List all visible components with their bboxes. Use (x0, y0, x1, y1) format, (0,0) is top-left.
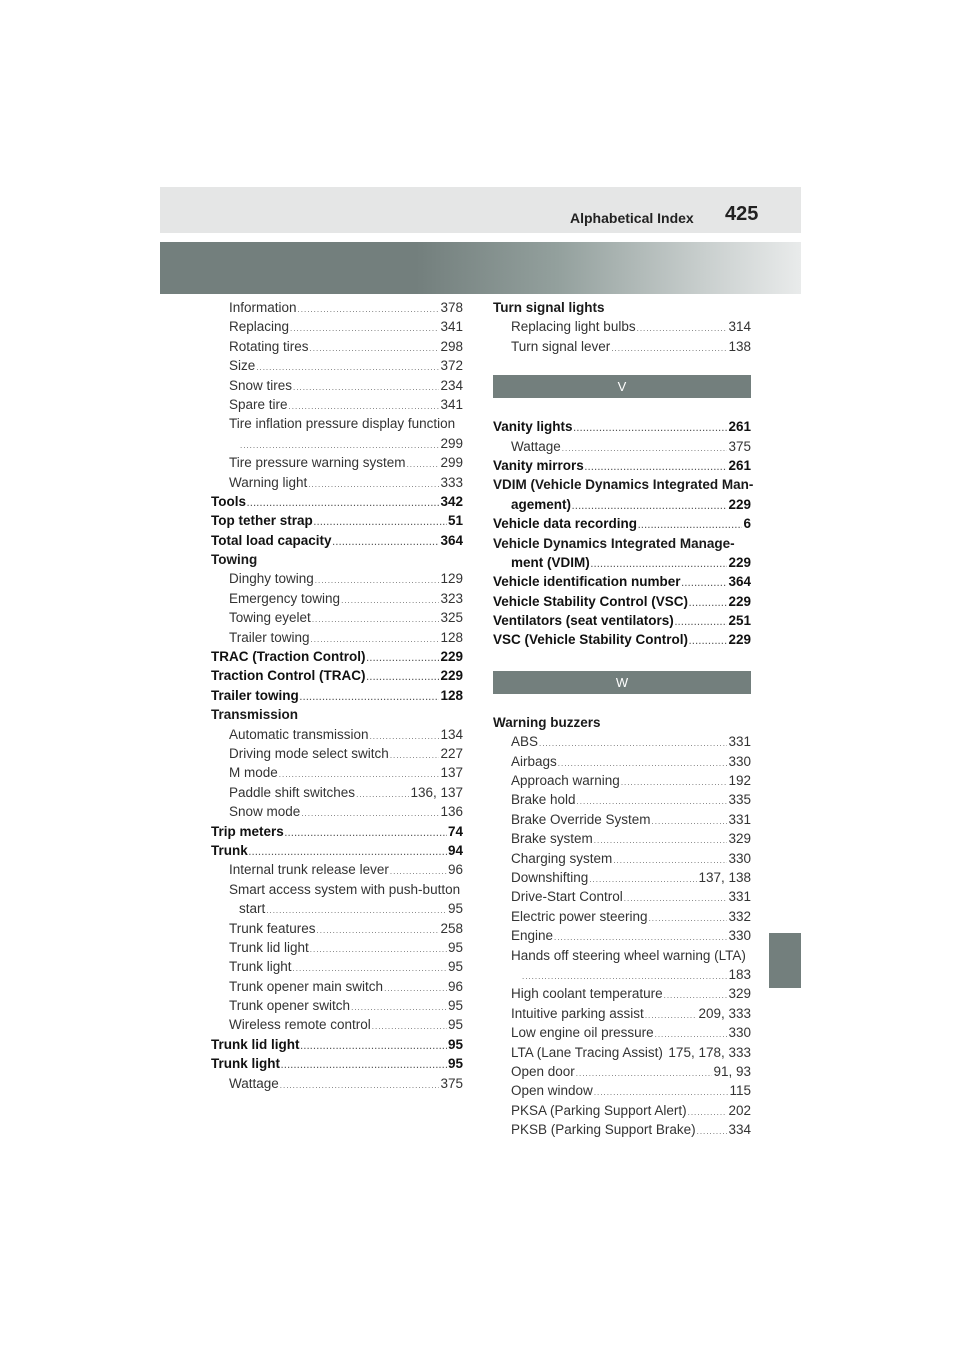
index-entry[interactable] (493, 732, 751, 751)
page-reference-link[interactable]: 325 (440, 610, 463, 626)
dot-leader (638, 516, 742, 535)
entry-label: Vanity lights (493, 419, 573, 435)
page-reference-link[interactable]: 6 (743, 516, 751, 532)
dot-leader (293, 378, 439, 397)
page-reference-link[interactable]: 229 (440, 649, 463, 665)
page-reference-link[interactable]: 95 (447, 1036, 463, 1052)
dot-leader (367, 668, 440, 687)
index-entry[interactable] (493, 887, 751, 906)
entry-label: Tools (211, 493, 246, 509)
dot-leader (367, 649, 440, 668)
page-reference-link[interactable]: 331 (728, 734, 751, 750)
page-reference-link[interactable]: 175, 178, 333 (668, 1044, 751, 1060)
page-reference-link[interactable]: 258 (440, 920, 463, 936)
index-entry[interactable] (211, 744, 463, 763)
index-entry[interactable] (493, 829, 751, 848)
index-entry[interactable] (493, 495, 751, 514)
header-gradient-band (160, 242, 801, 294)
index-entry[interactable] (211, 647, 463, 666)
index-entry[interactable] (211, 841, 463, 860)
dot-leader (372, 1017, 447, 1036)
entry-label: Dinghy towing (229, 571, 314, 587)
index-entry[interactable] (211, 957, 463, 976)
index-entry[interactable] (493, 456, 751, 475)
entry-label: Internal trunk release lever (229, 862, 389, 878)
page-reference-link[interactable]: 329 (728, 986, 751, 1002)
dot-leader (682, 574, 728, 593)
index-entry[interactable] (493, 553, 751, 572)
chapter-tab (769, 933, 801, 988)
index-entry: Smart access system with push-button (229, 881, 461, 897)
entry-label: Trunk light (211, 1056, 280, 1072)
entry-label: VSC (Vehicle Stability Control) (493, 632, 689, 648)
entry-label: Emergency towing (229, 590, 341, 606)
index-entry[interactable] (211, 628, 463, 647)
page-reference-link[interactable]: 341 (440, 319, 463, 335)
entry-label: Replacing (229, 319, 290, 335)
page-reference-link[interactable]: 372 (440, 358, 463, 374)
entry-label: Turn signal lever (511, 338, 611, 354)
index-entry[interactable] (211, 317, 463, 336)
entry-label: Vehicle identification number (493, 574, 681, 590)
page-reference-link[interactable]: 298 (440, 338, 463, 354)
dot-leader (652, 812, 728, 831)
index-entry[interactable] (493, 752, 751, 771)
dot-leader (554, 928, 727, 947)
dot-leader (539, 734, 727, 753)
index-entry[interactable] (211, 298, 463, 317)
page-reference-link[interactable]: 229 (728, 593, 751, 609)
page-reference-link[interactable]: 342 (440, 493, 463, 509)
index-entry[interactable] (211, 531, 463, 550)
entry-label: Wattage (511, 438, 561, 454)
index-section-w (493, 713, 751, 1140)
index-entry[interactable] (211, 434, 463, 453)
page-reference-link[interactable]: 91, 93 (713, 1063, 751, 1079)
entry-label: Electric power steering (511, 908, 648, 924)
entry-label: ABS (511, 734, 539, 750)
index-entry[interactable] (211, 395, 463, 414)
entry-label: Paddle shift switches (229, 784, 356, 800)
page-reference-link[interactable]: 96 (447, 978, 463, 994)
page-reference-link[interactable]: 94 (447, 842, 463, 858)
entry-label: PKSB (Parking Support Brake) (511, 1122, 696, 1138)
page-reference-link[interactable]: 261 (728, 419, 751, 435)
entry-label: Top tether strap (211, 513, 313, 529)
dot-leader (594, 831, 728, 850)
entry-label: Approach warning (511, 773, 620, 789)
index-entry[interactable] (493, 1043, 751, 1062)
entry-label: Trunk lid light (229, 939, 309, 955)
section-header-w: W (493, 671, 751, 694)
dot-leader (300, 688, 440, 707)
entry-label: Snow tires (229, 377, 293, 393)
entry-label: Wattage (229, 1075, 279, 1091)
index-entry[interactable] (493, 790, 751, 809)
dot-leader (574, 419, 728, 438)
entry-label: Warning light (229, 474, 308, 490)
page-reference-link[interactable]: 229 (728, 496, 751, 512)
entry-label: Ventilators (seat ventilators) (493, 613, 674, 629)
index-entry: VDIM (Vehicle Dynamics Integrated Man- (493, 477, 754, 493)
dot-leader (384, 979, 447, 998)
index-entry[interactable] (493, 810, 751, 829)
dot-leader (290, 319, 439, 338)
entry-label: Automatic transmission (229, 726, 369, 742)
page-reference-link[interactable]: 314 (728, 319, 751, 335)
dot-leader (298, 300, 440, 319)
index-entry[interactable] (211, 589, 463, 608)
page-reference-link[interactable]: 251 (728, 613, 751, 629)
dot-leader (301, 1037, 447, 1056)
page-reference-link[interactable]: 299 (440, 435, 463, 451)
entry-label: Trip meters (211, 823, 284, 839)
index-heading: Warning buzzers (493, 714, 601, 730)
dot-leader (697, 1122, 728, 1141)
page-reference-link[interactable]: 138 (728, 338, 751, 354)
page-reference-link[interactable]: 323 (440, 590, 463, 606)
entry-label: Traction Control (TRAC) (211, 668, 366, 684)
entry-label: Brake Override System (511, 811, 651, 827)
page-reference-link[interactable]: 229 (440, 668, 463, 684)
page-reference-link[interactable]: 128 (440, 629, 463, 645)
entry-label: M mode (229, 765, 278, 781)
index-entry[interactable] (211, 938, 463, 957)
dot-leader (317, 921, 440, 940)
dot-leader (301, 804, 439, 823)
entry-label: Replacing light bulbs (511, 319, 636, 335)
dot-leader (285, 824, 447, 843)
entry-label: Drive-Start Control (511, 889, 623, 905)
index-entry[interactable] (211, 492, 463, 511)
index-entry[interactable] (493, 849, 751, 868)
index-column-left (211, 298, 463, 1093)
index-entry[interactable] (493, 771, 751, 790)
index-entry[interactable] (493, 1004, 751, 1023)
entry-label: Open window (511, 1083, 593, 1099)
page-reference-link[interactable]: 115 (729, 1083, 751, 1099)
entry-label: Charging system (511, 850, 613, 866)
index-entry[interactable] (211, 1015, 463, 1034)
page-reference-link[interactable]: 330 (728, 753, 751, 769)
entry-label: LTA (Lane Tracing Assist) (511, 1044, 663, 1060)
page-reference-link[interactable]: 74 (447, 823, 463, 839)
page-reference-link[interactable]: 299 (440, 455, 463, 471)
index-entry[interactable] (211, 569, 463, 588)
page-reference-link[interactable]: 137 (440, 765, 463, 781)
entry-label: Driving mode select switch (229, 745, 389, 761)
dot-leader (308, 475, 439, 494)
entry-label: Rotating tires (229, 338, 309, 354)
page-reference-link[interactable]: 333 (440, 474, 463, 490)
entry-label: Towing eyelet (229, 610, 311, 626)
page-reference-link[interactable]: 229 (728, 632, 751, 648)
entry-label: ment (VDIM) (511, 554, 590, 570)
index-entry[interactable] (493, 437, 751, 456)
entry-label: Trunk light (229, 959, 292, 975)
page-reference-link[interactable]: 95 (447, 1056, 463, 1072)
page-reference-link[interactable]: 341 (440, 396, 463, 412)
dot-leader (621, 773, 728, 792)
index-entry[interactable] (211, 608, 463, 627)
index-entry: Hands off steering wheel warning (LTA) (511, 947, 746, 963)
index-entry[interactable] (211, 453, 463, 472)
page-reference-link[interactable]: 330 (728, 1025, 751, 1041)
dot-leader (611, 339, 727, 358)
index-entry[interactable] (493, 592, 751, 611)
index-entry[interactable] (211, 802, 463, 821)
page-number: 425 (725, 203, 759, 225)
dot-leader (407, 455, 440, 474)
page-reference-link[interactable]: 234 (440, 377, 463, 393)
index-entry[interactable] (211, 666, 463, 685)
index-entry[interactable] (493, 984, 751, 1003)
dot-leader (310, 339, 440, 358)
index-entry[interactable] (211, 783, 463, 802)
index-section-v (493, 417, 754, 650)
page-reference-link[interactable]: 378 (440, 300, 463, 315)
dot-leader (312, 610, 440, 629)
page-reference-link[interactable]: 261 (728, 457, 751, 473)
entry-label: Intuitive parking assist (511, 1005, 644, 1021)
entry-label: TRAC (Traction Control) (211, 649, 366, 665)
dot-leader (576, 1064, 713, 1083)
index-entry[interactable] (493, 1062, 751, 1081)
page-reference-link[interactable]: 51 (447, 513, 463, 529)
dot-leader (390, 746, 440, 765)
page-reference-link[interactable]: 334 (728, 1122, 751, 1138)
index-entry[interactable] (211, 1035, 463, 1054)
page-reference-link[interactable]: 335 (728, 792, 751, 808)
index-entry[interactable] (211, 376, 463, 395)
index-entry[interactable] (211, 725, 463, 744)
index-entry[interactable] (211, 977, 463, 996)
index-entry[interactable] (493, 1081, 751, 1100)
page-reference-link[interactable]: 329 (728, 831, 751, 847)
entry-label: Vanity mirrors (493, 457, 584, 473)
entry-label: agement) (511, 496, 572, 512)
entry-label: Trunk opener main switch (229, 978, 384, 994)
entry-label: Engine (511, 928, 554, 944)
page-reference-link[interactable]: 137, 138 (698, 869, 751, 885)
dot-leader (314, 513, 447, 532)
page-reference-link[interactable]: 209, 333 (698, 1005, 751, 1021)
entry-label: Information (229, 300, 297, 315)
index-entry[interactable] (211, 337, 463, 356)
page-reference-link[interactable]: 96 (447, 862, 463, 878)
index-entry[interactable] (211, 763, 463, 782)
index-entry[interactable] (211, 899, 463, 918)
page-reference-link[interactable]: 134 (440, 726, 463, 742)
index-entry[interactable] (493, 907, 751, 926)
entry-label: Low engine oil pressure (511, 1025, 654, 1041)
index-entry[interactable] (493, 337, 751, 356)
index-entry: Tire inflation pressure display function (229, 416, 456, 432)
dot-leader (341, 591, 439, 610)
dot-leader (649, 909, 728, 928)
entry-label: Total load capacity (211, 532, 332, 548)
entry-label: Trailer towing (211, 687, 299, 703)
index-entry: Vehicle Dynamics Integrated Manage- (493, 535, 735, 551)
entry-label: Open door (511, 1063, 575, 1079)
page-reference-link[interactable]: 192 (728, 773, 751, 789)
section-header-v: V (493, 375, 751, 398)
index-entry[interactable] (493, 514, 751, 533)
page-reference-link[interactable]: 95 (447, 939, 463, 955)
page-reference-link[interactable]: 128 (440, 687, 463, 703)
entry-label: Trunk opener switch (229, 998, 351, 1014)
page-reference-link[interactable]: 375 (728, 438, 751, 454)
entry-label: Trunk lid light (211, 1036, 300, 1052)
page-title: Alphabetical Index (570, 210, 694, 226)
index-entry[interactable] (211, 356, 463, 375)
index-entry[interactable] (493, 630, 751, 649)
index-entry[interactable] (493, 926, 751, 945)
page-reference-link[interactable]: 330 (728, 850, 751, 866)
index-entry[interactable] (211, 860, 463, 879)
page-reference-link[interactable]: 364 (440, 532, 463, 548)
entry-label: Snow mode (229, 804, 301, 820)
index-entry[interactable] (493, 868, 751, 887)
entry-label: Brake system (511, 831, 593, 847)
index-entry[interactable] (211, 686, 463, 705)
dot-leader (310, 940, 447, 959)
entry-label: Vehicle Stability Control (VSC) (493, 593, 689, 609)
index-entry[interactable] (493, 1101, 751, 1120)
dot-leader (281, 1056, 447, 1075)
page-reference-link[interactable]: 95 (447, 959, 463, 975)
entry-label: Wireless remote control (229, 1017, 371, 1033)
entry-label: Size (229, 358, 256, 374)
entry-label: Vehicle data recording (493, 516, 638, 532)
index-entry[interactable] (211, 473, 463, 492)
dot-leader (280, 1076, 440, 1095)
entry-label: Tire pressure warning system (229, 455, 406, 471)
dot-leader (356, 785, 409, 804)
page-reference-link[interactable]: 375 (440, 1075, 463, 1091)
page-reference-link[interactable]: 129 (440, 571, 463, 587)
index-group-turn-signal (493, 298, 751, 356)
index-entry[interactable] (211, 1074, 463, 1093)
index-entry[interactable] (493, 611, 751, 630)
entry-label: High coolant temperature (511, 986, 663, 1002)
dot-leader (562, 439, 728, 458)
dot-leader (637, 319, 728, 338)
index-entry[interactable] (493, 572, 751, 591)
page-reference-link[interactable]: 95 (447, 901, 463, 917)
dot-leader (333, 533, 440, 552)
entry-label: Spare tire (229, 396, 288, 412)
entry-label: Brake hold (511, 792, 576, 808)
page-reference-link[interactable]: 136, 137 (410, 784, 463, 800)
page-reference-link[interactable]: 364 (728, 574, 751, 590)
page-reference-link[interactable]: 227 (440, 745, 463, 761)
index-column-right (493, 298, 754, 1139)
header-bar (160, 187, 801, 233)
index-entry[interactable] (211, 996, 463, 1015)
index-heading: Transmission (211, 707, 299, 723)
page-reference-link[interactable]: 95 (447, 998, 463, 1014)
entry-label: Trailer towing (229, 629, 310, 645)
page-reference-link[interactable]: 229 (728, 554, 751, 570)
entry-label: Airbags (511, 753, 557, 769)
index-entry[interactable] (493, 1023, 751, 1042)
index-entry[interactable] (493, 317, 751, 336)
page-reference-link[interactable]: 331 (728, 811, 751, 827)
dot-leader (689, 632, 727, 651)
index-entry[interactable] (493, 1120, 751, 1139)
index-entry[interactable] (211, 822, 463, 841)
index-entry[interactable] (211, 919, 463, 938)
index-heading: Towing (211, 552, 258, 568)
index-entry[interactable] (493, 965, 751, 984)
dot-leader (390, 862, 447, 881)
index-entry[interactable] (493, 417, 751, 436)
page-reference-link[interactable]: 331 (728, 889, 751, 905)
page-reference-link[interactable]: 183 (728, 966, 751, 982)
index-entry[interactable] (211, 511, 463, 530)
entry-label: start (239, 901, 266, 917)
page-reference-link[interactable]: 202 (728, 1102, 751, 1118)
entry-label: Trunk features (229, 920, 316, 936)
page-reference-link[interactable]: 332 (728, 908, 751, 924)
entry-label: Downshifting (511, 869, 589, 885)
page-reference-link[interactable]: 136 (440, 804, 463, 820)
dot-leader (689, 594, 727, 613)
page-reference-link[interactable]: 330 (728, 928, 751, 944)
page-reference-link[interactable]: 95 (447, 1017, 463, 1033)
entry-label: Trunk (211, 842, 248, 858)
index-entry[interactable] (211, 1054, 463, 1073)
entry-label: PKSA (Parking Support Alert) (511, 1102, 687, 1118)
index-heading: Turn signal lights (493, 300, 605, 315)
